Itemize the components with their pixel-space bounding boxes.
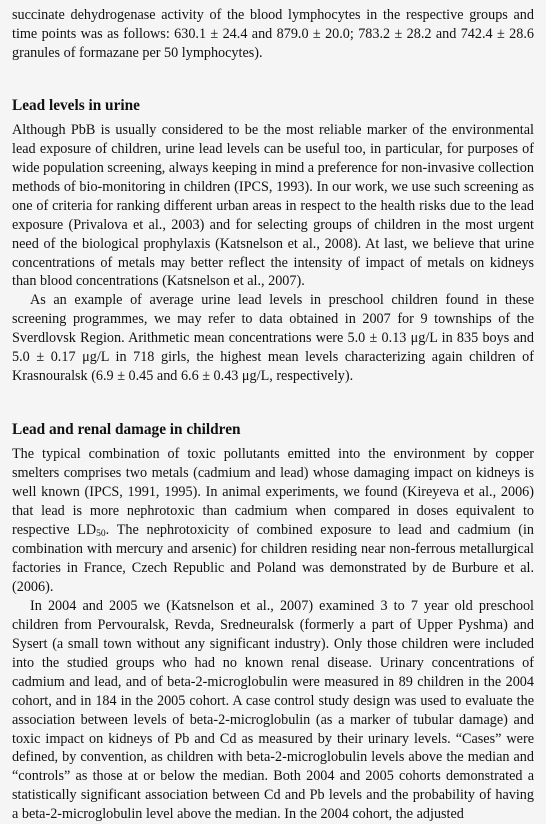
renal-paragraph-1-part-a: The typical combination of toxic pollutants emitted into the environment by copper smelters comprises two metals (cadmium and lead) whose damaging impact on kidneys is well known (IPCS, 1991, 1995). In animal experiments, we found (Kireyeva et al., 2006) that lead is more nephrotoxic than cadmium when compared in doses equivalent to respective LD [12, 446, 534, 539]
section-lead-urine [12, 96, 534, 386]
renal-paragraph-2: In 2004 and 2005 we (Katsnelson et al., 2007) examined 3 to 7 year old preschool children from Pervouralsk, Revda, Sredneuralsk (formerly a part of Upper Pyshma) and Sysert (a small town without any significant industry). Only those children were included into the studied groups who had no known renal disease. Urinary concentrations of cadmium and lead, and of beta-2-microglobulin were measured in 89 children in the 2004 cohort, and in 184 in the 2005 cohort. A case control study design was used to evaluate the association between levels of beta-2-microglobulin (as a marker of tubular damage) and toxic impact on kidneys of Pb and Cd as measured by their urinary levels. “Cases” were defined, by convention, as children with beta-2-microglobulin levels above the median and “controls” as those at or below the median. Both 2004 and 2005 cohorts demonstrated a statistically significant association between Cd and Pb levels and the probability of having a beta-2-microglobulin level above the median. In the 2004 cohort, the adjusted [12, 597, 534, 823]
section-renal-damage [12, 420, 534, 824]
intro-paragraph-tail: succinate dehydrogenase activity of the blood lymphocytes in the respective groups and time points was as follows: 630.1 ± 24.4 and 879.0 ± 20.0; 783.2 ± 28.2 and 742.4 ± 28.6 granules of formazane per 50 lymphocytes). [12, 7, 534, 61]
section-gap [12, 63, 534, 96]
renal-paragraph-1-part-b: . The nephrotoxicity of combined exposure to lead and cadmium (in combination with mercury and arsenic) for children residing near non-ferrous metallurgical factories in France, Czech Republic and Poland was demonstrated by de Burbure et al. (2006). [12, 522, 534, 595]
ld50-subscript: 50 [96, 529, 106, 540]
urine-paragraph-2: As an example of average urine lead levels in preschool children found in these screening programmes, we may refer to data obtained in 2007 for 9 townships of the Sverdlovsk Region. Arithmetic mean concentrations were 5.0 ± 0.13 μg/L in 835 boys and 5.0 ± 0.17 μg/L in 718 girls, the highest mean levels characterizing again children of Krasnouralsk (6.9 ± 0.45 and 6.6 ± 0.43 μg/L, respectively). [12, 292, 534, 385]
document-page [12, 6, 534, 824]
urine-paragraph-1: Although PbB is usually considered to be the most reliable marker of the environmental lead exposure of children, urine lead levels can be useful too, in particular, for purposes of wide population screening, always keeping in mind a preference for non-invasive collection methods of bio-monitoring in children (IPCS, 1993). In our work, we use such screening as one of criteria for ranking different urban areas in respect to the health risks due to the lead exposure (Privalova et al., 2003) and for selecting groups of children in the most urgent need of the biological prophylaxis (Katsnelson et al., 2008). At last, we believe that urine concentrations of metals may better reflect the intensity of impact of metals on kidneys than blood concentrations (Katsnelson et al., 2007). [12, 121, 534, 290]
section-heading-renal: Lead and renal damage in children [12, 421, 241, 439]
section-gap [12, 386, 534, 420]
section-heading-urine: Lead levels in urine [12, 96, 140, 114]
renal-paragraph-1 [12, 445, 534, 597]
